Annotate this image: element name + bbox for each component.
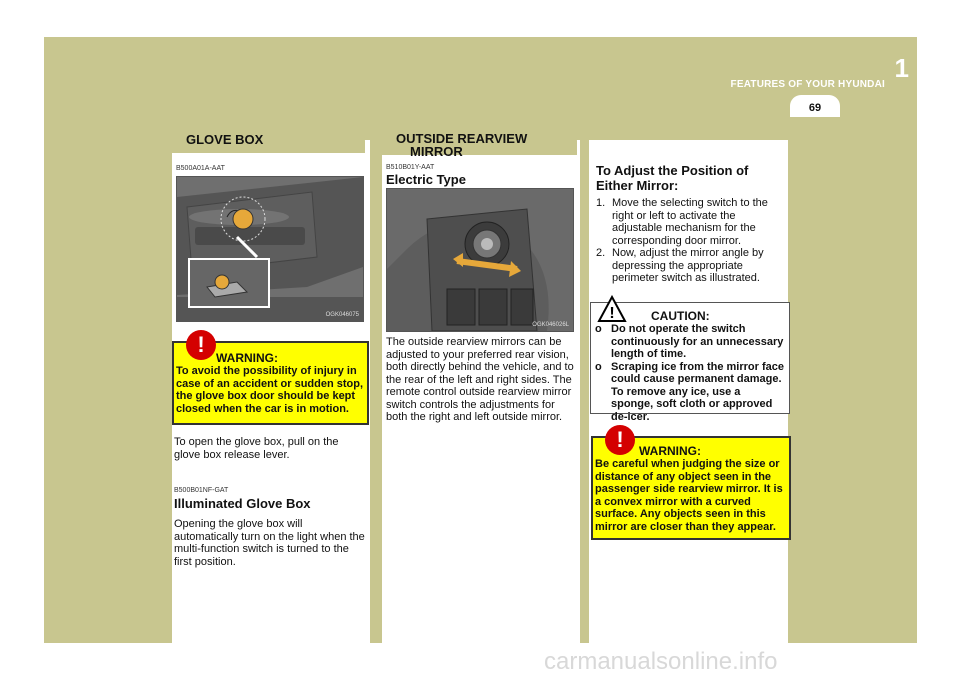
svg-text:!: !	[609, 305, 615, 322]
warning-exclamation-icon: !	[186, 330, 216, 360]
caution-list	[595, 323, 785, 423]
photo-label: OGK046075	[325, 312, 359, 318]
section-title-line1: OUTSIDE REARVIEW	[396, 131, 528, 146]
illuminated-glove-box-title: Illuminated Glove Box	[174, 496, 311, 511]
code-b500a01a: B500A01A-AAT	[176, 165, 225, 172]
glove-box-para: To open the glove box, pull on the glove box release lever.	[174, 436, 339, 461]
chapter-title: FEATURES OF YOUR HYUNDAI	[730, 79, 885, 90]
mirror-switch-illustration	[387, 189, 573, 331]
mirror-switch-photo	[386, 188, 574, 332]
outside-mirror-para: The outside rearview mirrors can be adjusted to your preferred rear vision, both directly behind the vehicle, and to the rear of the left and right sides. The remote control outside rearview mirror switch controls the adjustments for both the right and left outside mirror.	[386, 336, 574, 423]
warning-text: Be careful when judging the size or distance of any object seen in the passenger side rearview mirror. It is a convex mirror with a curved surface. Any objects seen in this mirror are closer than they appear.	[595, 458, 783, 533]
electric-type-title: Electric Type	[386, 172, 466, 187]
section-tab-glove-box	[172, 129, 365, 153]
list-item: 2. Now, adjust the mirror angle by depressing the appropriate perimeter switch as illustrated.	[596, 247, 764, 284]
code-b510b01y: B510B01Y-AAT	[386, 164, 435, 171]
glove-box-photo	[176, 176, 364, 322]
illuminated-glove-box-para: Opening the glove box will automatically turn on the light when the multi-function switch is turned to the first position.	[174, 518, 365, 568]
glove-box-illustration	[177, 177, 363, 321]
caution-box	[590, 302, 790, 423]
page-number: 69	[790, 95, 840, 117]
caution-triangle-icon	[597, 295, 627, 325]
list-item: o Do not operate the switch continuously for an unnecessary length of time.	[595, 323, 784, 360]
chapter-number: 1	[894, 53, 909, 83]
section-title-line2: MIRROR	[410, 144, 463, 159]
photo-label: OGK046026L	[532, 322, 569, 328]
caution-title: CAUTION:	[651, 309, 710, 323]
section-title: GLOVE BOX	[186, 132, 264, 147]
warning-exclamation-icon: !	[605, 425, 635, 455]
section-tab-outside-mirror	[382, 129, 577, 159]
warning-title: WARNING:	[216, 351, 278, 365]
warning-text: To avoid the possibility of injury in case of an accident or sudden stop, the glove box door should be kept closed when the car is in motion.	[176, 365, 364, 415]
adjust-steps	[596, 197, 788, 285]
warning-title: WARNING:	[639, 444, 701, 458]
footer-watermark: carmanualsonline.info	[544, 648, 778, 675]
adjust-mirror-title: To Adjust the Position of Either Mirror:	[596, 163, 749, 193]
code-b500b01nf: B500B01NF-GAT	[174, 487, 229, 494]
list-item: 1. Move the selecting switch to the right or left to activate the adjustable mechanism for the corresponding door mirror.	[596, 197, 768, 247]
list-item: o Scraping ice from the mirror face could cause permanent damage. To remove any ice, use a sponge, soft cloth or approved de-icer.	[595, 360, 784, 423]
